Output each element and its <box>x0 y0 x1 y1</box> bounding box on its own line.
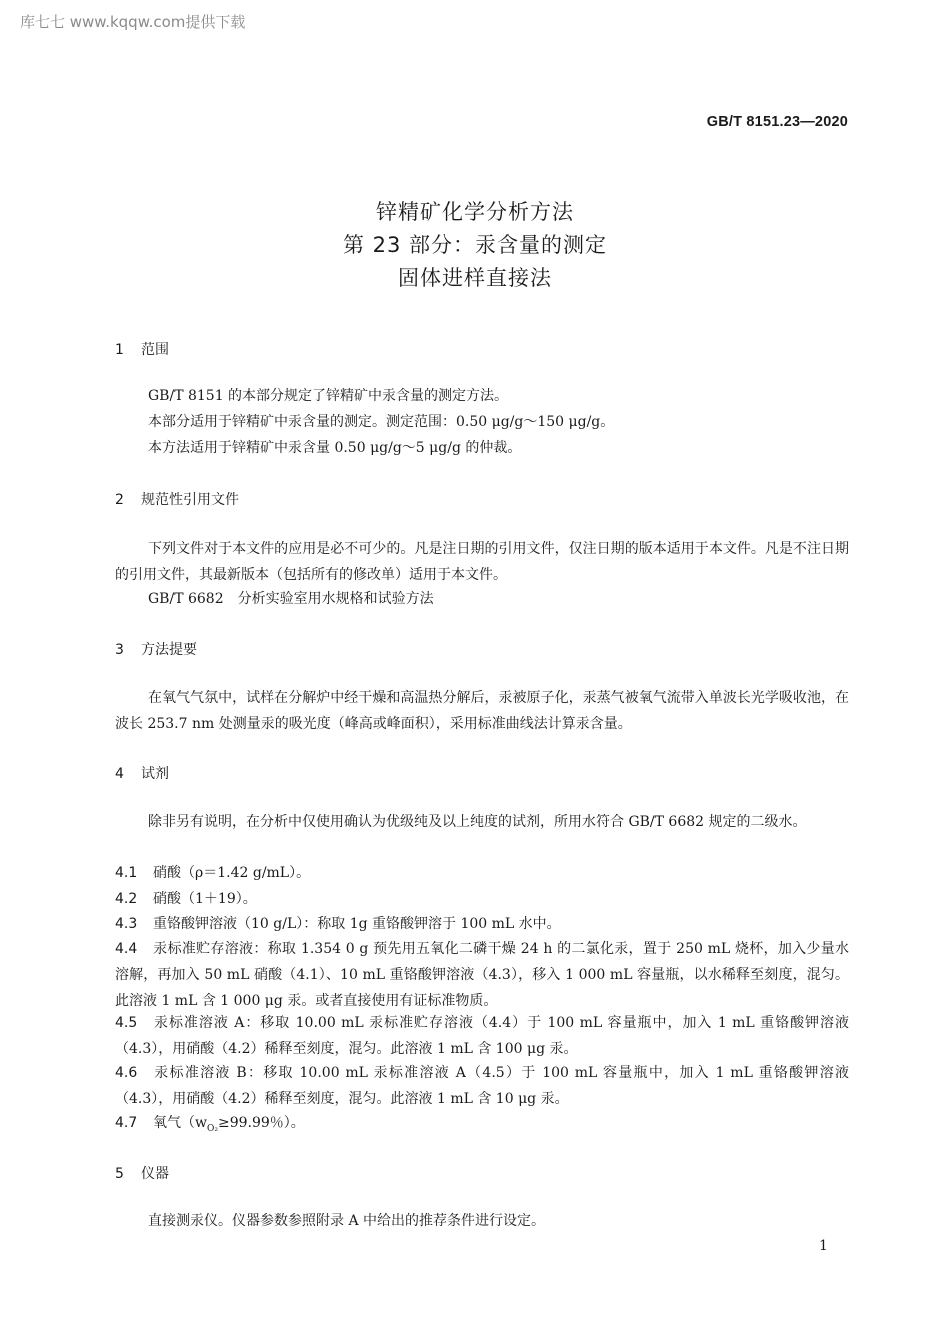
clause-4-1 <box>115 860 849 886</box>
section-number: 3 <box>115 642 124 658</box>
clause-number: 4.7 <box>115 1115 138 1131</box>
clause-number: 4.3 <box>115 916 138 932</box>
section-heading-normative-references <box>115 489 239 509</box>
reference-entry: GB/T 6682 分析实验室用水规格和试验方法 <box>148 591 434 607</box>
document-title-line-2: 第 23 部分：汞含量的测定 <box>342 233 608 257</box>
clause-4-4 <box>115 936 849 1014</box>
clause-text: 汞标准贮存溶液：称取 1.354 0 g 预先用五氧化二磷干燥 24 h 的二氯化汞，置于 250 mL 烧杯，加入少量水溶解，再加入 50 mL 硝酸（4.1）、10 mL 重铬酸钾溶液（4.3），移入 1 000 mL 容量瓶，以水稀释至刻度，混匀。此溶液 1 mL 含 1 000 μg 汞。或者直接使用有证标准物质。 <box>115 941 849 1009</box>
section-heading-apparatus <box>115 1163 169 1183</box>
clause-number: 4.2 <box>115 891 138 907</box>
watermark-text: 库七七 www.kqqw.com提供下载 <box>20 13 246 31</box>
section-title: 试剂 <box>141 766 169 782</box>
page-number: 1 <box>819 1238 828 1254</box>
section-title: 仪器 <box>141 1166 169 1182</box>
clause-text: 重铬酸钾溶液（10 g/L）：称取 1g 重铬酸钾溶于 100 mL 水中。 <box>153 916 561 932</box>
section-number: 5 <box>115 1166 124 1182</box>
section-number: 4 <box>115 766 124 782</box>
clause-4-5 <box>115 1010 849 1062</box>
clause-text-subscript: O₂ <box>206 1123 218 1134</box>
paragraph: 直接测汞仪。仪器参数参照附录 A 中给出的推荐条件进行设定。 <box>148 1213 546 1229</box>
clause-number: 4.4 <box>115 941 138 957</box>
paragraph: 除非另有说明，在分析中仅使用确认为优级纯及以上纯度的试剂，所用水符合 GB/T 6682 规定的二级水。 <box>148 814 807 830</box>
clause-4-2 <box>115 886 849 912</box>
section-title: 规范性引用文件 <box>141 492 239 508</box>
clause-4-7 <box>115 1110 849 1142</box>
clause-text: 硝酸（ρ＝1.42 g/mL）。 <box>153 865 311 881</box>
section-title: 方法提要 <box>141 642 197 658</box>
paragraph: 下列文件对于本文件的应用是必不可少的。凡是注日期的引用文件，仅注日期的版本适用于本文件。凡是不注日期的引用文件，其最新版本（包括所有的修改单）适用于本文件。 <box>115 541 849 583</box>
document-title-line-1: 锌精矿化学分析方法 <box>376 200 574 224</box>
clause-text: 硝酸（1＋19）。 <box>153 891 257 907</box>
paragraph: 本部分适用于锌精矿中汞含量的测定。测定范围：0.50 μg/g～150 μg/g。 <box>148 414 615 430</box>
clause-text: 汞标准溶液 B：移取 10.00 mL 汞标准溶液 A（4.5）于 100 mL 容量瓶中，加入 1 mL 重铬酸钾溶液（4.3），用硝酸（4.2）稀释至刻度，混匀。此溶液 1 mL 含 10 μg 汞。 <box>115 1065 849 1107</box>
section-heading-scope <box>115 339 169 359</box>
document-title-line-3: 固体进样直接法 <box>398 266 552 290</box>
section-number: 1 <box>115 342 124 358</box>
clause-text-suffix: ≥99.99％）。 <box>217 1115 305 1131</box>
paragraph: 本方法适用于锌精矿中汞含量 0.50 μg/g～5 μg/g 的仲裁。 <box>148 440 522 456</box>
clause-text-prefix: 氧气（w <box>153 1115 207 1131</box>
clause-number: 4.6 <box>115 1065 138 1081</box>
section-number: 2 <box>115 492 124 508</box>
clause-number: 4.5 <box>115 1015 138 1031</box>
paragraph: 在氧气气氛中，试样在分解炉中经干燥和高温热分解后，汞被原子化，汞蒸气被氧气流带入单波长光学吸收池，在波长 253.7 nm 处测量汞的吸光度（峰高或峰面积），采用标准曲线法计算汞含量。 <box>115 690 849 732</box>
paragraph: GB/T 8151 的本部分规定了锌精矿中汞含量的测定方法。 <box>148 388 509 404</box>
clause-4-3 <box>115 911 849 937</box>
clause-text: 汞标准溶液 A：移取 10.00 mL 汞标准贮存溶液（4.4）于 100 mL 容量瓶中，加入 1 mL 重铬酸钾溶液（4.3），用硝酸（4.2）稀释至刻度，混匀。此溶液 1 mL 含 100 μg 汞。 <box>115 1015 849 1057</box>
clause-number: 4.1 <box>115 865 138 881</box>
section-title: 范围 <box>141 342 169 358</box>
section-heading-principle <box>115 639 197 659</box>
clause-4-6 <box>115 1060 849 1112</box>
standard-number: GB/T 8151.23—2020 <box>706 114 848 130</box>
section-heading-reagents <box>115 763 169 783</box>
